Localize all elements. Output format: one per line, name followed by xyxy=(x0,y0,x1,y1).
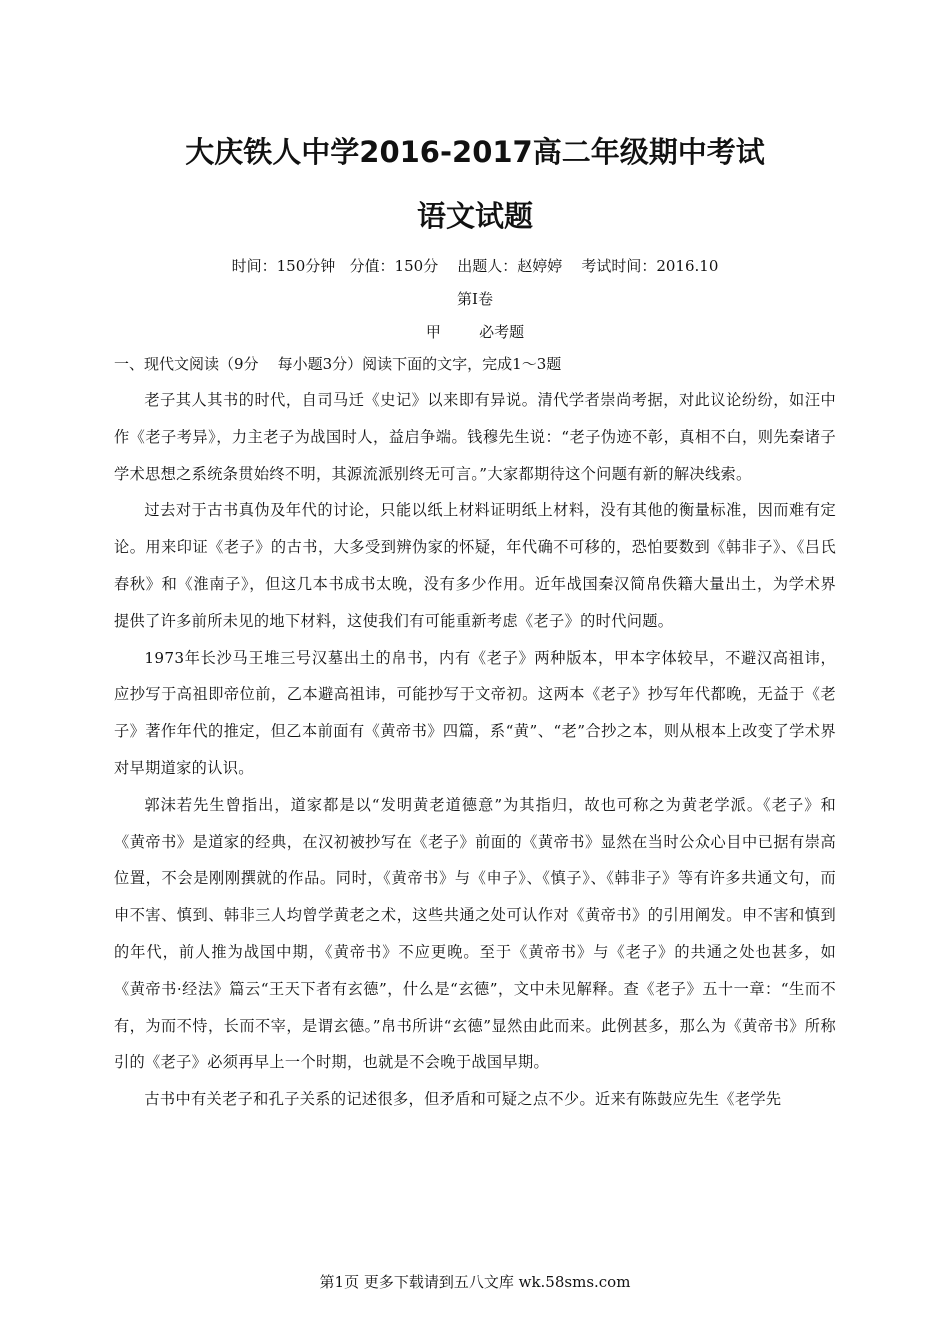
part-label: 甲 必考题 xyxy=(425,323,525,341)
passage-paragraph: 1973年长沙马王堆三号汉墓出土的帛书，内有《老子》两种版本，甲本字体较早，不避汉高祖讳，应抄写于高祖即帝位前，乙本避高祖讳，可能抄写于文帝初。这两本《老子》抄写年代都晚，无益于《老子》著作年代的推定，但乙本前面有《黄帝书》四篇，系“黄”、“老”合抄之本，则从根本上改变了学术界对早期道家的认识。 xyxy=(114,648,836,777)
page-footer: 第1页 更多下载请到五八文库 wk.58sms.com xyxy=(319,1273,631,1291)
passage-paragraph: 老子其人其书的时代，自司马迁《史记》以来即有异说。清代学者崇尚考据，对此议论纷纷，如汪中作《老子考异》，力主老子为战国时人，益启争端。钱穆先生说：“老子伪迹不彰，真相不白，则先秦诸子学术思想之系统条贯始终不明，其源流派别终无可言。”大家都期待这个问题有新的解决线索。 xyxy=(114,391,836,483)
passage-paragraph: 郭沫若先生曾指出，道家都是以“发明黄老道德意”为其指归，故也可称之为黄老学派。《老子》和《黄帝书》是道家的经典，在汉初被抄写在《老子》前面的《黄帝书》显然在当时公众心目中已据有崇高位置，不会是刚刚撰就的作品。同时，《黄帝书》与《申子》、《慎子》、《韩非子》等有许多共通文句，而申不害、慎到、韩非三人均曾学黄老之术，这些共通之处可认作对《黄帝书》的引用阐发。申不害和慎到的年代，前人推为战国中期，《黄帝书》不应更晚。至于《黄帝书》与《老子》的共通之处也甚多，如《黄帝书·经法》篇云“王天下者有玄德”，什么是“玄德”，文中未见解释。查《老子》五十一章：“生而不有，为而不恃，长而不宰，是谓玄德。”帛书所讲“玄德”显然由此而来。此例甚多，那么为《黄帝书》所称引的《老子》必须再早上一个时期，也就是不会晚于战国早期。 xyxy=(114,795,836,1072)
exam-subtitle: 语文试题 xyxy=(416,199,533,233)
section-heading: 一、现代文阅读（9分 每小题3分）阅读下面的文字，完成1～3题 xyxy=(114,355,562,373)
exam-meta-info: 时间：150分钟 分值：150分 出题人：赵婷婷 考试时间：2016.10 xyxy=(231,257,719,275)
reading-passage xyxy=(114,382,836,1118)
passage-paragraph: 过去对于古书真伪及年代的讨论，只能以纸上材料证明纸上材料，没有其他的衡量标准，因而难有定论。用来印证《老子》的古书，大多受到辨伪家的怀疑，年代确不可移的，恐怕要数到《韩非子》、《吕氏春秋》和《淮南子》，但这几本书成书太晚，没有多少作用。近年战国秦汉简帛佚籍大量出土，为学术界提供了许多前所未见的地下材料，这使我们有可能重新考虑《老子》的时代问题。 xyxy=(114,501,836,630)
passage-paragraph: 古书中有关老子和孔子关系的记述很多，但矛盾和可疑之点不少。近来有陈鼓应先生《老学先 xyxy=(144,1090,782,1109)
volume-label: 第I卷 xyxy=(457,290,493,308)
exam-title: 大庆铁人中学2016-2017高二年级期中考试 xyxy=(185,135,765,169)
